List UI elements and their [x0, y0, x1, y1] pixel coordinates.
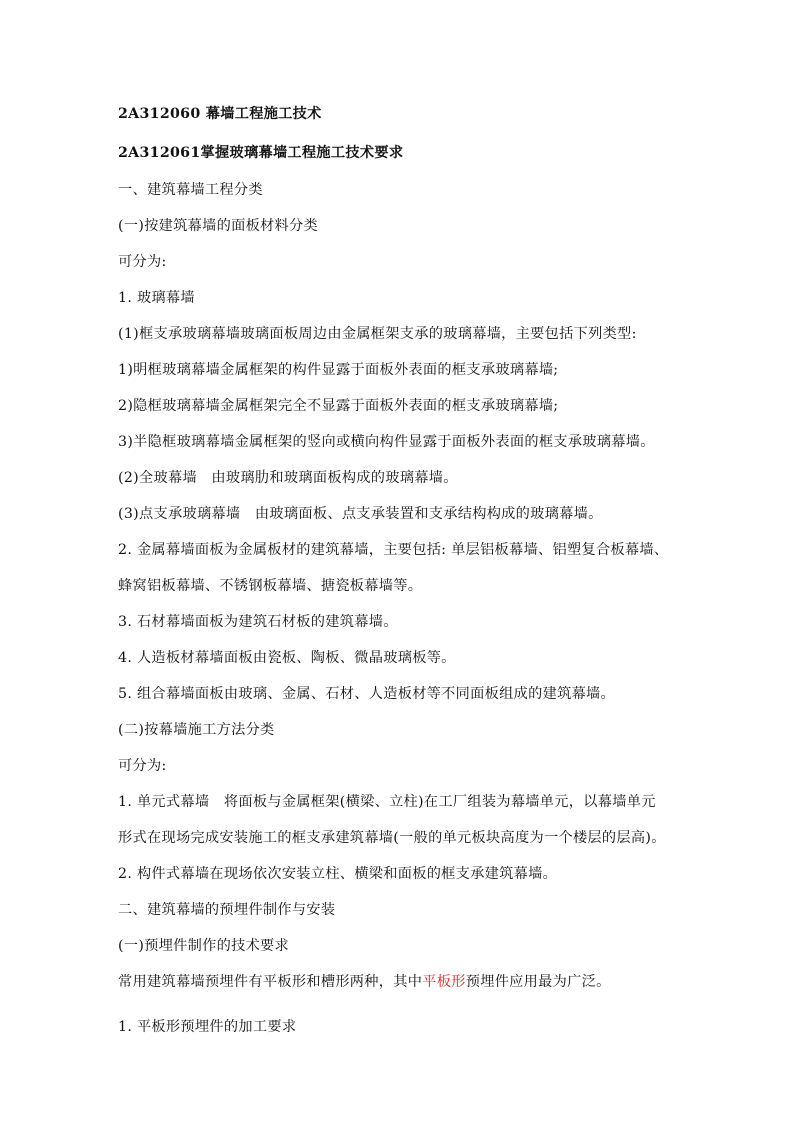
paragraph-line: (二)按幕墙施工方法分类	[118, 722, 275, 738]
section-heading: 2A312060 幕墙工程施工技术	[118, 106, 322, 122]
paragraph-line: 1. 单元式幕墙 将面板与金属框架(横梁、立柱)在工厂组装为幕墙单元，以幕墙单元	[118, 794, 656, 810]
paragraph-line-highlighted	[118, 972, 708, 992]
paragraph-line: 1. 玻璃幕墙	[118, 290, 195, 306]
paragraph-line: (一)预埋件制作的技术要求	[118, 938, 290, 954]
paragraph-line: (1)框支承玻璃幕墙玻璃面板周边由金属框架支承的玻璃幕墙，主要包括下列类型:	[118, 326, 637, 342]
paragraph-line: 4. 人造板材幕墙面板由瓷板、陶板、微晶玻璃板等。	[118, 650, 456, 666]
paragraph-line: 2. 金属幕墙面板为金属板材的建筑幕墙，主要包括: 单层铝板幕墙、铝塑复合板幕墙、	[118, 542, 669, 558]
paragraph-line: (一)按建筑幕墙的面板材料分类	[118, 218, 319, 234]
paragraph-line: 5. 组合幕墙面板由玻璃、金属、石材、人造板材等不同面板组成的建筑幕墙。	[118, 686, 616, 702]
text-before: 常用建筑幕墙预埋件有平板形和槽形两种，其中	[118, 974, 423, 990]
paragraph-line: 一、建筑幕墙工程分类	[118, 182, 263, 198]
paragraph-line: 2)隐框玻璃幕墙金属框架完全不显露于面板外表面的框支承玻璃幕墙;	[118, 398, 559, 414]
paragraph-line: (2)全玻幕墙 由玻璃肋和玻璃面板构成的玻璃幕墙。	[118, 470, 458, 486]
text-after: 预埋件应用最为广泛。	[465, 974, 611, 990]
paragraph-line: 1)明框玻璃幕墙金属框架的构件显露于面板外表面的框支承玻璃幕墙;	[118, 362, 559, 378]
paragraph-line: (3)点支承玻璃幕墙 由玻璃面板、点支承装置和支承结构构成的玻璃幕墙。	[118, 506, 603, 522]
paragraph-line: 3. 石材幕墙面板为建筑石材板的建筑幕墙。	[118, 614, 398, 630]
paragraph-line: 形式在现场完成安装施工的框支承建筑幕墙(一般的单元板块高度为一个楼层的层高)。	[118, 830, 666, 846]
paragraph-line: 可分为:	[118, 758, 167, 774]
paragraph-line: 蜂窝铝板幕墙、不锈钢板幕墙、搪瓷板幕墙等。	[118, 578, 423, 594]
paragraph-line: 二、建筑幕墙的预埋件制作与安装	[118, 902, 336, 918]
paragraph-line: 3)半隐框玻璃幕墙金属框架的竖向或横向构件显露于面板外表面的框支承玻璃幕墙。	[118, 434, 655, 450]
paragraph-line: 2. 构件式幕墙在现场依次安装立柱、横梁和面板的框支承建筑幕墙。	[118, 866, 558, 882]
highlighted-text: 平板形	[422, 974, 466, 990]
paragraph-line: 可分为:	[118, 254, 167, 270]
subsection-heading: 2A312061掌握玻璃幕墙工程施工技术要求	[118, 145, 404, 161]
paragraph-line: 1. 平板形预埋件的加工要求	[118, 1019, 297, 1035]
